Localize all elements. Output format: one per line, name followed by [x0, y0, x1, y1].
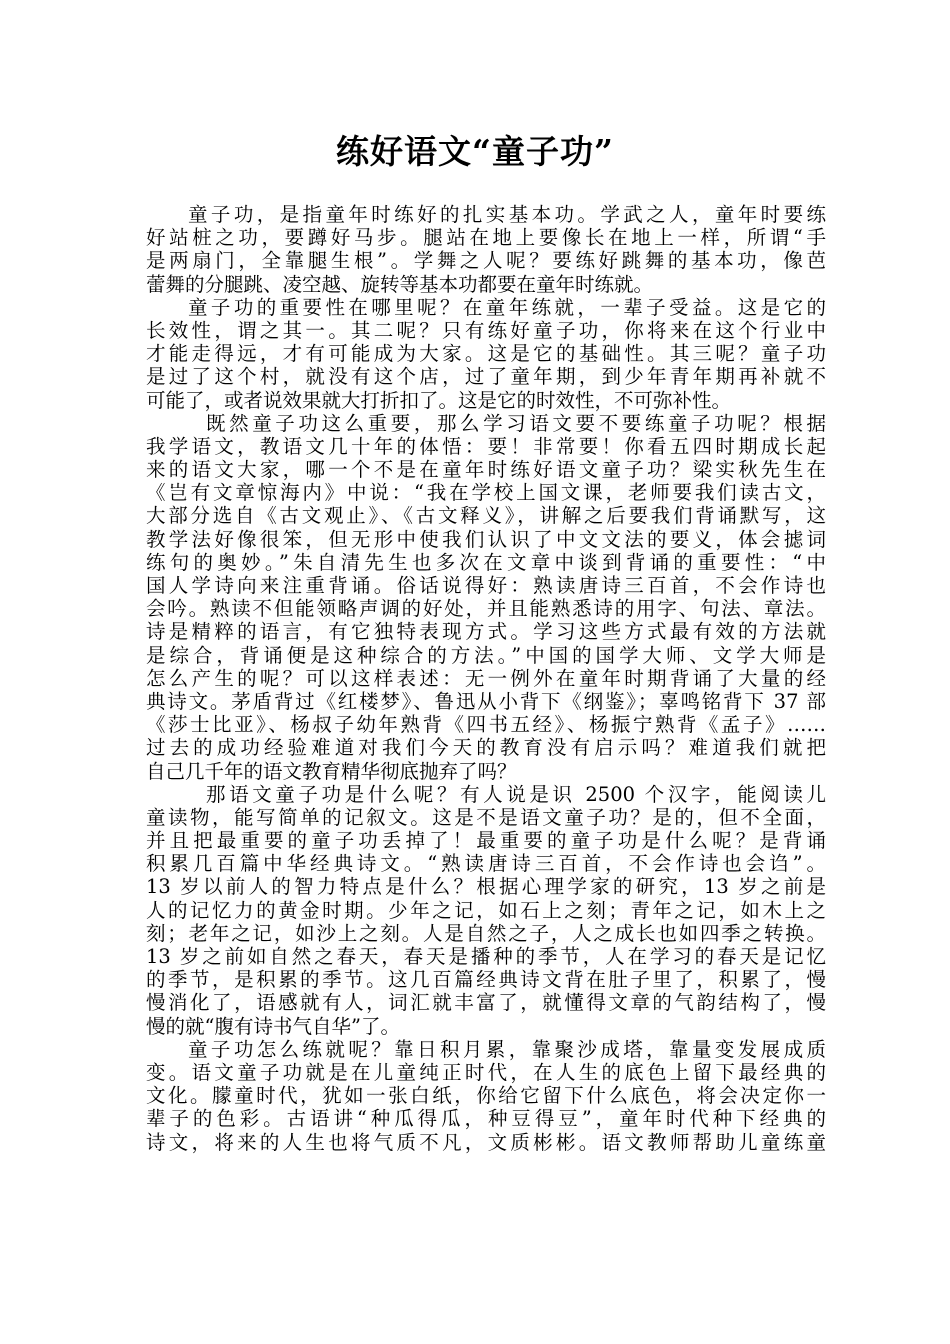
text-line: 并且把最重要的童子功丢掉了！最重要的童子功是什么呢？是背诵	[146, 829, 826, 853]
text-line: 慢消化了，语感就有人，词汇就丰富了，就懂得文章的气韵结构了，慢	[146, 991, 826, 1015]
text-line: 既然童子功这么重要，那么学习语文要不要练童子功呢？根据	[206, 411, 826, 435]
text-line: 才能走得远，才有可能成为大家。这是它的基础性。其三呢？童子功	[146, 342, 826, 366]
text-line: 刻；老年之记，如沙上之刻。人是自然之子，人之成长也如四季之转换。	[146, 921, 826, 945]
text-line: 诗是精粹的语言，有它独特表现方式。学习这些方式最有效的方法就	[146, 620, 826, 644]
text-line: 那语文童子功是什么呢？有人说是识 2500 个汉字，能阅读儿	[206, 782, 826, 806]
text-line: 可能了，或者说效果就大打折扣了。这是它的时效性，不可弥补性。	[146, 388, 732, 412]
document-body	[146, 203, 826, 1154]
text-line: 文化。朦童时代，犹如一张白纸，你给它留下什么底色，将会决定你一	[146, 1084, 826, 1108]
text-line: 人的记忆力的黄金时期。少年之记，如石上之刻；青年之记，如木上之	[146, 898, 826, 922]
text-line: 是两扇门，全靠腿生根”。学舞之人呢？要练好跳舞的基本功，像芭	[146, 249, 826, 273]
text-line: 是过了这个村，就没有这个店，过了童年期，到少年青年期再补就不	[146, 365, 826, 389]
text-line: 的季节，是积累的季节。这几百篇经典诗文背在肚子里了，积累了，慢	[146, 968, 826, 992]
text-line: 《岂有文章惊海内》中说：“我在学校上国文课，老师要我们读古文，	[146, 481, 826, 505]
text-line: 来的语文大家，哪一个不是在童年时练好语文童子功？梁实秋先生在	[146, 458, 826, 482]
text-line: 积累几百篇中华经典诗文。“熟读唐诗三百首，不会作诗也会诌”。	[146, 852, 826, 876]
text-line: 是综合，背诵便是这种综合的方法。”中国的国学大师、文学大师是	[146, 643, 826, 667]
text-line: 教学法好像很笨，但无形中使我们认识了中文文法的要义，体会摅词	[146, 527, 826, 551]
text-line: 变。语文童子功就是在儿童纯正时代，在人生的底色上留下最经典的	[146, 1060, 826, 1084]
text-line: 慢的就“腹有诗书气自华”了。	[146, 1014, 400, 1038]
text-line: 童子功，是指童年时练好的扎实基本功。学武之人，童年时要练	[188, 203, 826, 226]
text-line: 《莎士比亚》、杨叔子幼年熟背《四书五经》、杨振宁熟背《孟子》……	[146, 713, 826, 737]
document-title: 练好语文“童子功”	[336, 132, 614, 171]
text-line: 长效性，谓之其一。其二呢？只有练好童子功，你将来在这个行业中	[146, 318, 826, 342]
text-line: 诗文，将来的人生也将气质不凡，文质彬彬。语文教师帮助儿童练童	[146, 1130, 826, 1154]
text-line: 13 岁以前人的智力特点是什么？根据心理学家的研究，13 岁之前是	[146, 875, 826, 899]
text-line: 童子功怎么练就呢？靠日积月累，靠聚沙成塔，靠量变发展成质	[188, 1037, 826, 1061]
text-line: 会吟。熟读不但能领略声调的好处，并且能熟悉诗的用字、句法、章法。	[146, 597, 826, 621]
text-line: 童子功的重要性在哪里呢？在童年练就，一辈子受益。这是它的	[188, 295, 826, 319]
text-line: 蕾舞的分腿跳、凌空越、旋转等基本功都要在童年时练就。	[146, 272, 654, 296]
text-line: 过去的成功经验难道对我们今天的教育没有启示吗？难道我们就把	[146, 736, 826, 760]
text-line: 练句的奥妙。”朱自清先生也多次在文章中谈到背诵的重要性：“中	[146, 550, 826, 574]
text-line: 典诗文。茅盾背过《红楼梦》、鲁迅从小背下《纲鉴》；辜鸣铭背下 37 部	[146, 689, 826, 713]
text-line: 我学语文，教语文几十年的体悟：要！非常要！你看五四时期成长起	[146, 434, 826, 458]
text-line: 13 岁之前如自然之春天，春天是播种的季节，人在学习的春天是记忆	[146, 945, 826, 968]
text-line: 自己几千年的语文教育精华彻底抛弃了吗？	[146, 759, 517, 783]
text-line: 大部分选自《古文观止》、《古文释义》，讲解之后要我们背诵默写，这	[146, 504, 826, 528]
text-line: 好站桩之功，要蹲好马步。腿站在地上要像长在地上一样，所谓“手	[146, 226, 826, 250]
text-line: 童读物，能写简单的记叙文。这是不是语文童子功？是的，但不全面，	[146, 805, 826, 829]
text-line: 辈子的色彩。古语讲“种瓜得瓜，种豆得豆”，童年时代种下经典的	[146, 1107, 826, 1131]
text-line: 国人学诗向来注重背诵。俗话说得好：熟读唐诗三百首，不会作诗也	[146, 574, 826, 597]
text-line: 怎么产生的呢？可以这样表述：无一例外在童年时期背诵了大量的经	[146, 666, 826, 690]
